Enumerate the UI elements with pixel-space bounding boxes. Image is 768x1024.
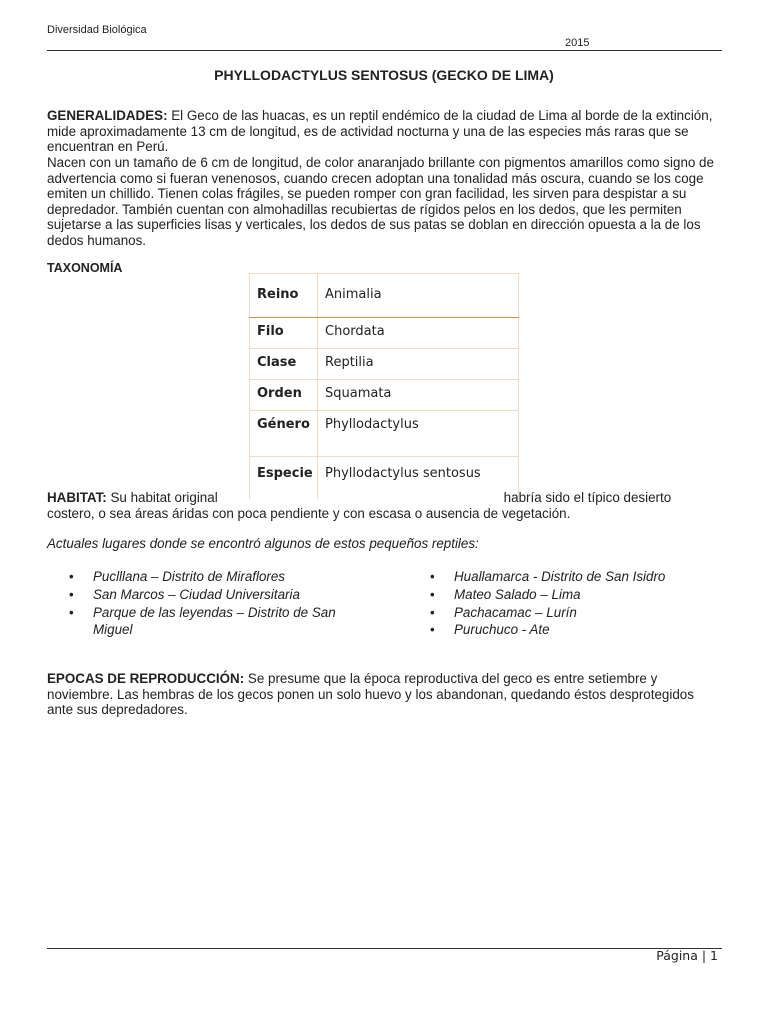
habitat-paragraph — [47, 490, 722, 521]
taxonomy-key: Género — [250, 411, 318, 457]
taxonomy-table — [249, 273, 519, 499]
table-row — [250, 274, 519, 318]
taxonomy-key: Filo — [250, 318, 318, 349]
table-row — [250, 318, 519, 349]
epocas-label: EPOCAS DE REPRODUCCIÓN: — [47, 671, 245, 686]
list-item: • Puruchuco - Ate — [408, 621, 728, 639]
table-row — [250, 380, 519, 411]
header-divider — [47, 50, 722, 51]
list-item: • San Marcos – Ciudad Universitaria — [47, 586, 377, 604]
generalidades-paragraph — [47, 108, 722, 155]
list-item: • Mateo Salado – Lima — [408, 586, 728, 604]
footer-divider — [47, 948, 722, 949]
page-title: PHYLLODACTYLUS SENTOSUS (GECKO DE LIMA) — [214, 67, 554, 83]
table-row — [250, 349, 519, 380]
page-number: Página | 1 — [656, 948, 718, 963]
taxonomy-value: Animalia — [318, 274, 519, 318]
header-year: 2015 — [565, 37, 590, 49]
epocas-text: Se presume que la época reproductiva del geco es entre setiembre y noviembre. Las hembras de los gecos ponen un solo huevo y los abandonan, quedando éstos desprotegidos ante sus depredadores. — [47, 671, 694, 718]
generalidades-text: El Geco de las huacas, es un reptil endémico de la ciudad de Lima al borde de la extinción, mide aproximadamente 13 cm de longitud, es de actividad nocturna y una de las especies más raras que se encuentran en Perú. — [47, 108, 713, 155]
habitat-text-b: habría sido el típico desierto costero, o sea áreas áridas con poca pendiente y con escasa o ausencia de vegetación. — [47, 490, 672, 521]
taxonomy-key: Clase — [250, 349, 318, 380]
lugares-list-left — [47, 568, 377, 639]
taxonomy-value: Squamata — [318, 380, 519, 411]
taxonomy-value: Phyllodactylus sentosus — [318, 457, 519, 500]
list-item: • Huallamarca - Distrito de San Isidro — [408, 568, 728, 586]
taxonomy-value: Chordata — [318, 318, 519, 349]
taxonomy-key: Orden — [250, 380, 318, 411]
taxonomy-key: Reino — [250, 274, 318, 318]
header-doc-name: Diversidad Biológica — [47, 24, 147, 36]
habitat-text-a: Su habitat original — [106, 490, 218, 505]
list-item: • Pachacamac – Lurín — [408, 604, 728, 622]
list-item: • Puclllana – Distrito de Miraflores — [47, 568, 377, 586]
habitat-label: HABITAT: — [47, 490, 107, 505]
taxonomy-key: Especie — [250, 457, 318, 500]
taxonomy-value: Reptilia — [318, 349, 519, 380]
generalidades-paragraph-2: Nacen con un tamaño de 6 cm de longitud, de color anaranjado brillante con pigmentos amarillos como signo de advertencia como si fueran venenosos, cuando crecen adoptan una tonalidad más oscura, cuando se los coge emiten un chillido. Tienen colas frágiles, se pueden romper con gran facilidad, les sirven para despistar a su depredador. También cuentan con almohadillas recubiertas de rígidos pelos en los dedos, que les permiten sujetarse a las superficies lisas y verticales, los dedos de sus patas se doblan en dirección opuesta a la de los dedos humanos. — [47, 155, 714, 248]
taxonomy-value: Phyllodactylus — [318, 411, 519, 457]
lugares-list-right — [408, 568, 728, 639]
taxonomia-heading: TAXONOMÍA — [47, 261, 123, 275]
list-item: • Parque de las leyendas – Distrito de San Miguel — [47, 604, 377, 640]
table-row — [250, 411, 519, 457]
generalidades-label: GENERALIDADES: — [47, 108, 168, 123]
epocas-paragraph — [47, 671, 722, 718]
lugares-intro: Actuales lugares donde se encontró algunos de estos pequeños reptiles: — [47, 536, 479, 551]
